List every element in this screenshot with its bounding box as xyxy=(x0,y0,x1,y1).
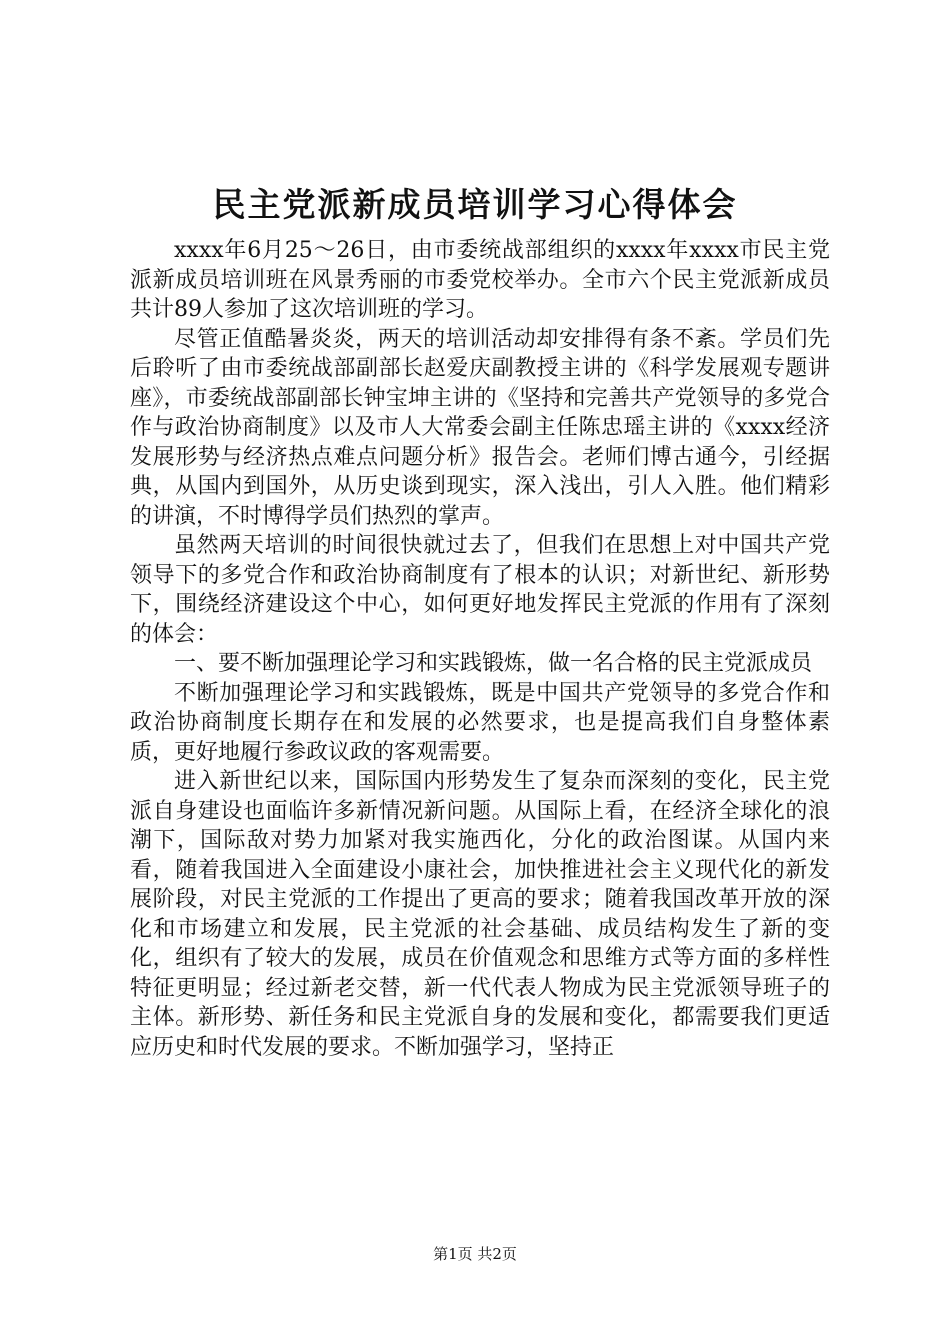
section-heading-1: 一、要不断加强理论学习和实践锻炼，做一名合格的民主党派成员 xyxy=(174,651,813,676)
page-footer: 第1页 共2页 xyxy=(433,1245,517,1263)
paragraph-2: 尽管正值酷暑炎炎，两天的培训活动却安排得有条不紊。学员们先后聆听了由市委统战部副部长赵爱庆副教授主讲的《科学发展观专题讲座》，市委统战部副部长钟宝坤主讲的《坚持和完善共产党领导的多党合作与政治协商制度》以及市人大常委会副主任陈忠瑶主讲的《xxxx经济发展形势与经济热点难点问题分析》报告会。老师们博古通今，引经据典，从国内到国外，从历史谈到现实，深入浅出，引人入胜。他们精彩的讲演，不时博得学员们热烈的掌声。 xyxy=(130,326,830,529)
paragraph-1: xxxx年6月25～26日，由市委统战部组织的xxxx年xxxx市民主党派新成员培训班在风景秀丽的市委党校举办。全市六个民主党派新成员共计89人参加了这次培训班的学习。 xyxy=(130,238,830,322)
paragraph-5: 进入新世纪以来，国际国内形势发生了复杂而深刻的变化，民主党派自身建设也面临许多新情况新问题。从国际上看，在经济全球化的浪潮下，国际敌对势力加紧对我实施西化，分化的政治图谋。从国内来看，随着我国进入全面建设小康社会，加快推进社会主义现代化的新发展阶段，对民主党派的工作提出了更高的要求；随着我国改革开放的深化和市场建立和发展，民主党派的社会基础、成员结构发生了新的变化，组织有了较大的发展，成员在价值观念和思维方式等方面的多样性特征更明显；经过新老交替，新一代代表人物成为民主党派领导班子的主体。新形势、新任务和民主党派自身的发展和变化，都需要我们更适应历史和时代发展的要求。不断加强学习，坚持正 xyxy=(130,769,830,1060)
paragraph-3: 虽然两天培训的时间很快就过去了，但我们在思想上对中国共产党领导下的多党合作和政治协商制度有了根本的认识；对新世纪、新形势下，围绕经济建设这个中心，如何更好地发挥民主党派的作用有了深刻的体会： xyxy=(130,533,830,647)
paragraph-4: 不断加强理论学习和实践锻炼，既是中国共产党领导的多党合作和政治协商制度长期存在和发展的必然要求，也是提高我们自身整体素质，更好地履行参政议政的客观需要。 xyxy=(130,680,830,765)
document-body xyxy=(130,236,830,1062)
document-title: 民主党派新成员培训学习心得体会 xyxy=(212,185,738,224)
